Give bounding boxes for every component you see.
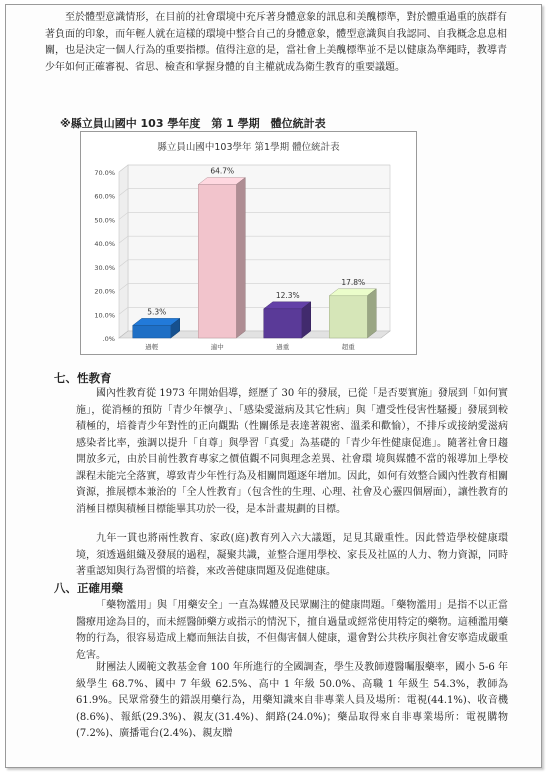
bar-side-適中 <box>236 178 245 338</box>
data-label: 64.7% <box>210 166 235 176</box>
bar-過重 <box>264 309 302 338</box>
y-tick-label: 20.0% <box>94 287 115 296</box>
section-7-paragraph-2: 九年一貫也將兩性教育、家政(庭)教育列入六大議題，足見其嚴重性。因此營造學校健康環境，須透過組織及發展的過程，凝聚共識，並整合運用學校、家長及社區的人力、物力資源，同時著重認知與行為習慣的培養，來改善健康問題及促進健康。 <box>76 533 508 577</box>
x-tick-label: 過輕 <box>145 343 159 351</box>
y-tick-label: 30.0% <box>94 263 115 272</box>
chart-svg <box>81 132 416 354</box>
section-8-paragraph-1: 「藥物濫用」與「用藥安全」一直為媒體及民眾關注的健康問題。「藥物濫用」是指不以正當醫療用途為目的，而未經醫師藥方或指示的情況下，擅自過量或經常使用特定的藥物。這種濫用藥物的行為，很容易造成上癮而無法自拔，不但傷害個人健康，還會對公共秩序與社會安寧造成嚴重危害。 <box>76 600 508 661</box>
y-tick-label: .0% <box>102 335 115 343</box>
y-tick-label: 50.0% <box>94 216 115 225</box>
intro-paragraph: 至於體型意識情形，在目前的社會環境中充斥著身體意象的訊息和美醜標準，對於體重過重的族群有著負面的印象，而年輕人就在這樣的環境中整合自己的身體意象，體型意識與自我認同、自我概念息息相關，也是決定一個人行為的重要指標。值得注意的是，當社會上美醜標準並不是以健康為準繩時，教導青少年如何正確審視、省思、檢查和掌握身體的自主權就成為衛生教育的重要議題。 <box>45 12 507 73</box>
data-label: 5.3% <box>147 307 167 317</box>
x-tick-label: 適中 <box>210 343 224 351</box>
chart-caption: ※縣立員山國中 103 學年度 第 1 學期 體位統計表 <box>60 117 326 130</box>
data-label: 17.8% <box>341 277 366 287</box>
section-8-paragraph-2: 財團法人國範文教基金會 100 年所進行的全國調查，學生及教師遵醫囑服藥率，國小 5-6 年級學生 68.7%、國中 7 年級 62.5%、高中 1 年級 50.0%、高職 1 年級生 54.3%，教師為 61.9%。民眾常發生的錯誤用藥行為，用藥知識來自非專業人員及場所：電視(44.1%)、收音機(8.6%)、報紙(29.3%)、親友(31.4%)、網路(24.0%)；藥品取得來自非專業場所：電視購物(7.2%)、廣播電台(2.4%)、親友贈 <box>76 662 508 739</box>
bar-適中 <box>198 185 236 338</box>
x-tick-label: 超重 <box>341 343 355 351</box>
section-7-title: 七、性教育 <box>54 371 112 385</box>
section-7-paragraph-1: 國內性教育從 1973 年開始倡導，經歷了 30 年的發展，已從「是否要實施」發展到「如何實施」，從消極的預防「青少年懷孕」、「感染愛滋病及其它性病」與「遭受性侵害性騷擾」發展到較積極的，培養青少年對性的正向觀點（性關係是表達著親密、溫柔和歡愉），不排斥或接納愛滋病感染者比率，強調以提升「自尊」與學習「真愛」為基礎的「青少年性健康促進」。隨著社會日趨開放多元，由於目前性教育專家之價值觀不同與理念差異、社會環 境與媒體不當的報導加上學校課程未能完全落實，導致青少年性行為及相關問題逐年增加。因此，如何有效整合國內性教育相關資源，推展標本兼治的「全人性教育」（包含性的生理、心理、社會及心靈四個層面），讓性教育的消極目標與積極目標能畢其功於一役，是本計畫規劃的目標。 <box>76 388 508 515</box>
y-tick-label: 10.0% <box>94 311 115 320</box>
bar-過輕 <box>133 325 171 338</box>
bmi-bar-chart <box>80 131 417 355</box>
chart-side-wall <box>119 165 128 338</box>
x-tick-label: 過重 <box>276 343 290 351</box>
bar-side-超重 <box>367 289 376 338</box>
data-label: 12.3% <box>275 290 300 300</box>
y-tick-label: 40.0% <box>94 240 115 249</box>
bar-超重 <box>329 296 367 338</box>
chart-title: 縣立員山國中103學年 第1學期 體位統計表 <box>157 142 340 153</box>
section-8-title: 八、正確用藥 <box>54 581 123 595</box>
y-tick-label: 70.0% <box>94 169 115 177</box>
y-tick-label: 60.0% <box>94 192 115 201</box>
